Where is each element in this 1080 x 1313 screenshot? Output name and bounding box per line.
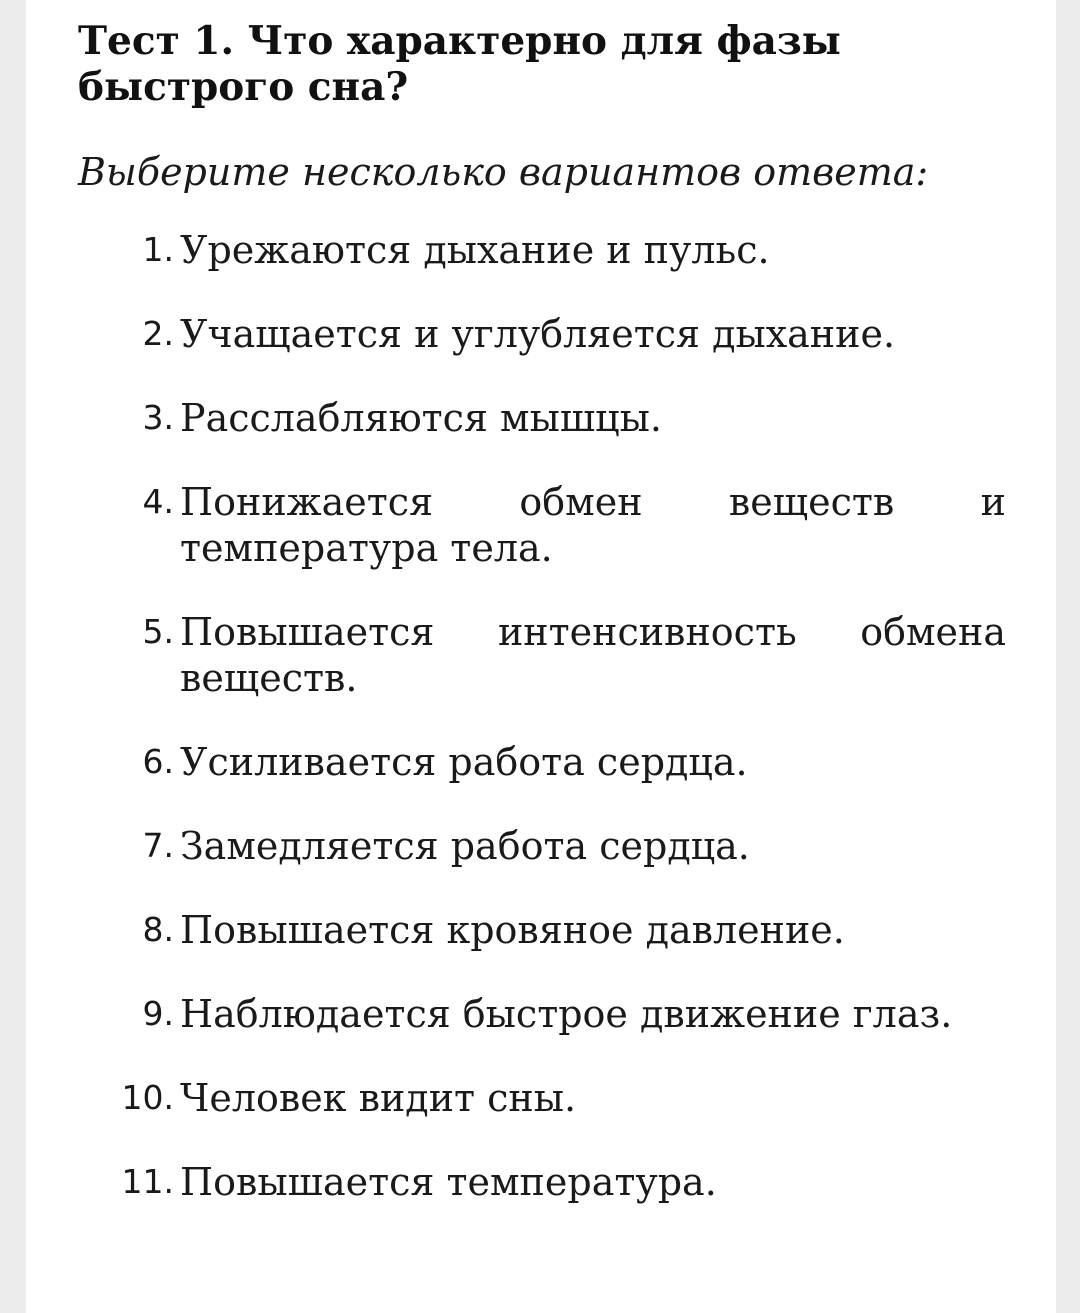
option-number: 3. — [142, 398, 174, 437]
document-page — [26, 0, 1056, 1313]
option-number: 5. — [142, 612, 174, 651]
option-number: 2. — [142, 314, 174, 353]
option-text: Замедляется работа сердца. — [180, 824, 750, 868]
answer-option-4 — [78, 479, 1006, 571]
option-text: Урежаются дыхание и пульс. — [180, 228, 770, 272]
option-number: 10. — [121, 1078, 174, 1117]
option-text: Наблюдается быстрое движение глаз. — [180, 992, 953, 1036]
answer-option-7 — [78, 823, 1006, 869]
option-number: 9. — [142, 994, 174, 1033]
option-text: Усиливается работа сердца. — [180, 740, 748, 784]
option-text: Понижается обмен веществ и температура тела. — [180, 480, 1006, 570]
option-text: Повышается температура. — [180, 1160, 717, 1204]
answer-options-list — [78, 227, 1006, 1205]
option-text: Повышается интенсивность обмена веществ. — [180, 610, 1006, 700]
question-instruction: Выберите несколько вариантов ответа: — [78, 150, 929, 194]
answer-option-6 — [78, 739, 1006, 785]
option-number: 1. — [142, 230, 174, 269]
option-text: Человек видит сны. — [180, 1076, 577, 1120]
answer-option-5 — [78, 609, 1006, 701]
answer-option-2 — [78, 311, 1006, 357]
answer-option-10 — [78, 1075, 1006, 1121]
answer-option-9 — [78, 991, 1006, 1037]
answer-option-1 — [78, 227, 1006, 273]
option-number: 11. — [121, 1162, 174, 1201]
answer-option-8 — [78, 907, 1006, 953]
answer-option-3 — [78, 395, 1006, 441]
option-text: Учащается и углубляется дыхание. — [180, 312, 896, 356]
option-number: 4. — [142, 482, 174, 521]
option-text: Расслабляются мышцы. — [180, 396, 662, 440]
answer-option-11 — [78, 1159, 1006, 1205]
question-title: Тест 1. Что характерно для фазы быстрого сна? — [78, 18, 841, 110]
option-number: 6. — [142, 742, 174, 781]
document-content — [78, 18, 1006, 1243]
option-text: Повышается кровяное давление. — [180, 908, 845, 952]
option-number: 7. — [142, 826, 174, 865]
option-number: 8. — [142, 910, 174, 949]
